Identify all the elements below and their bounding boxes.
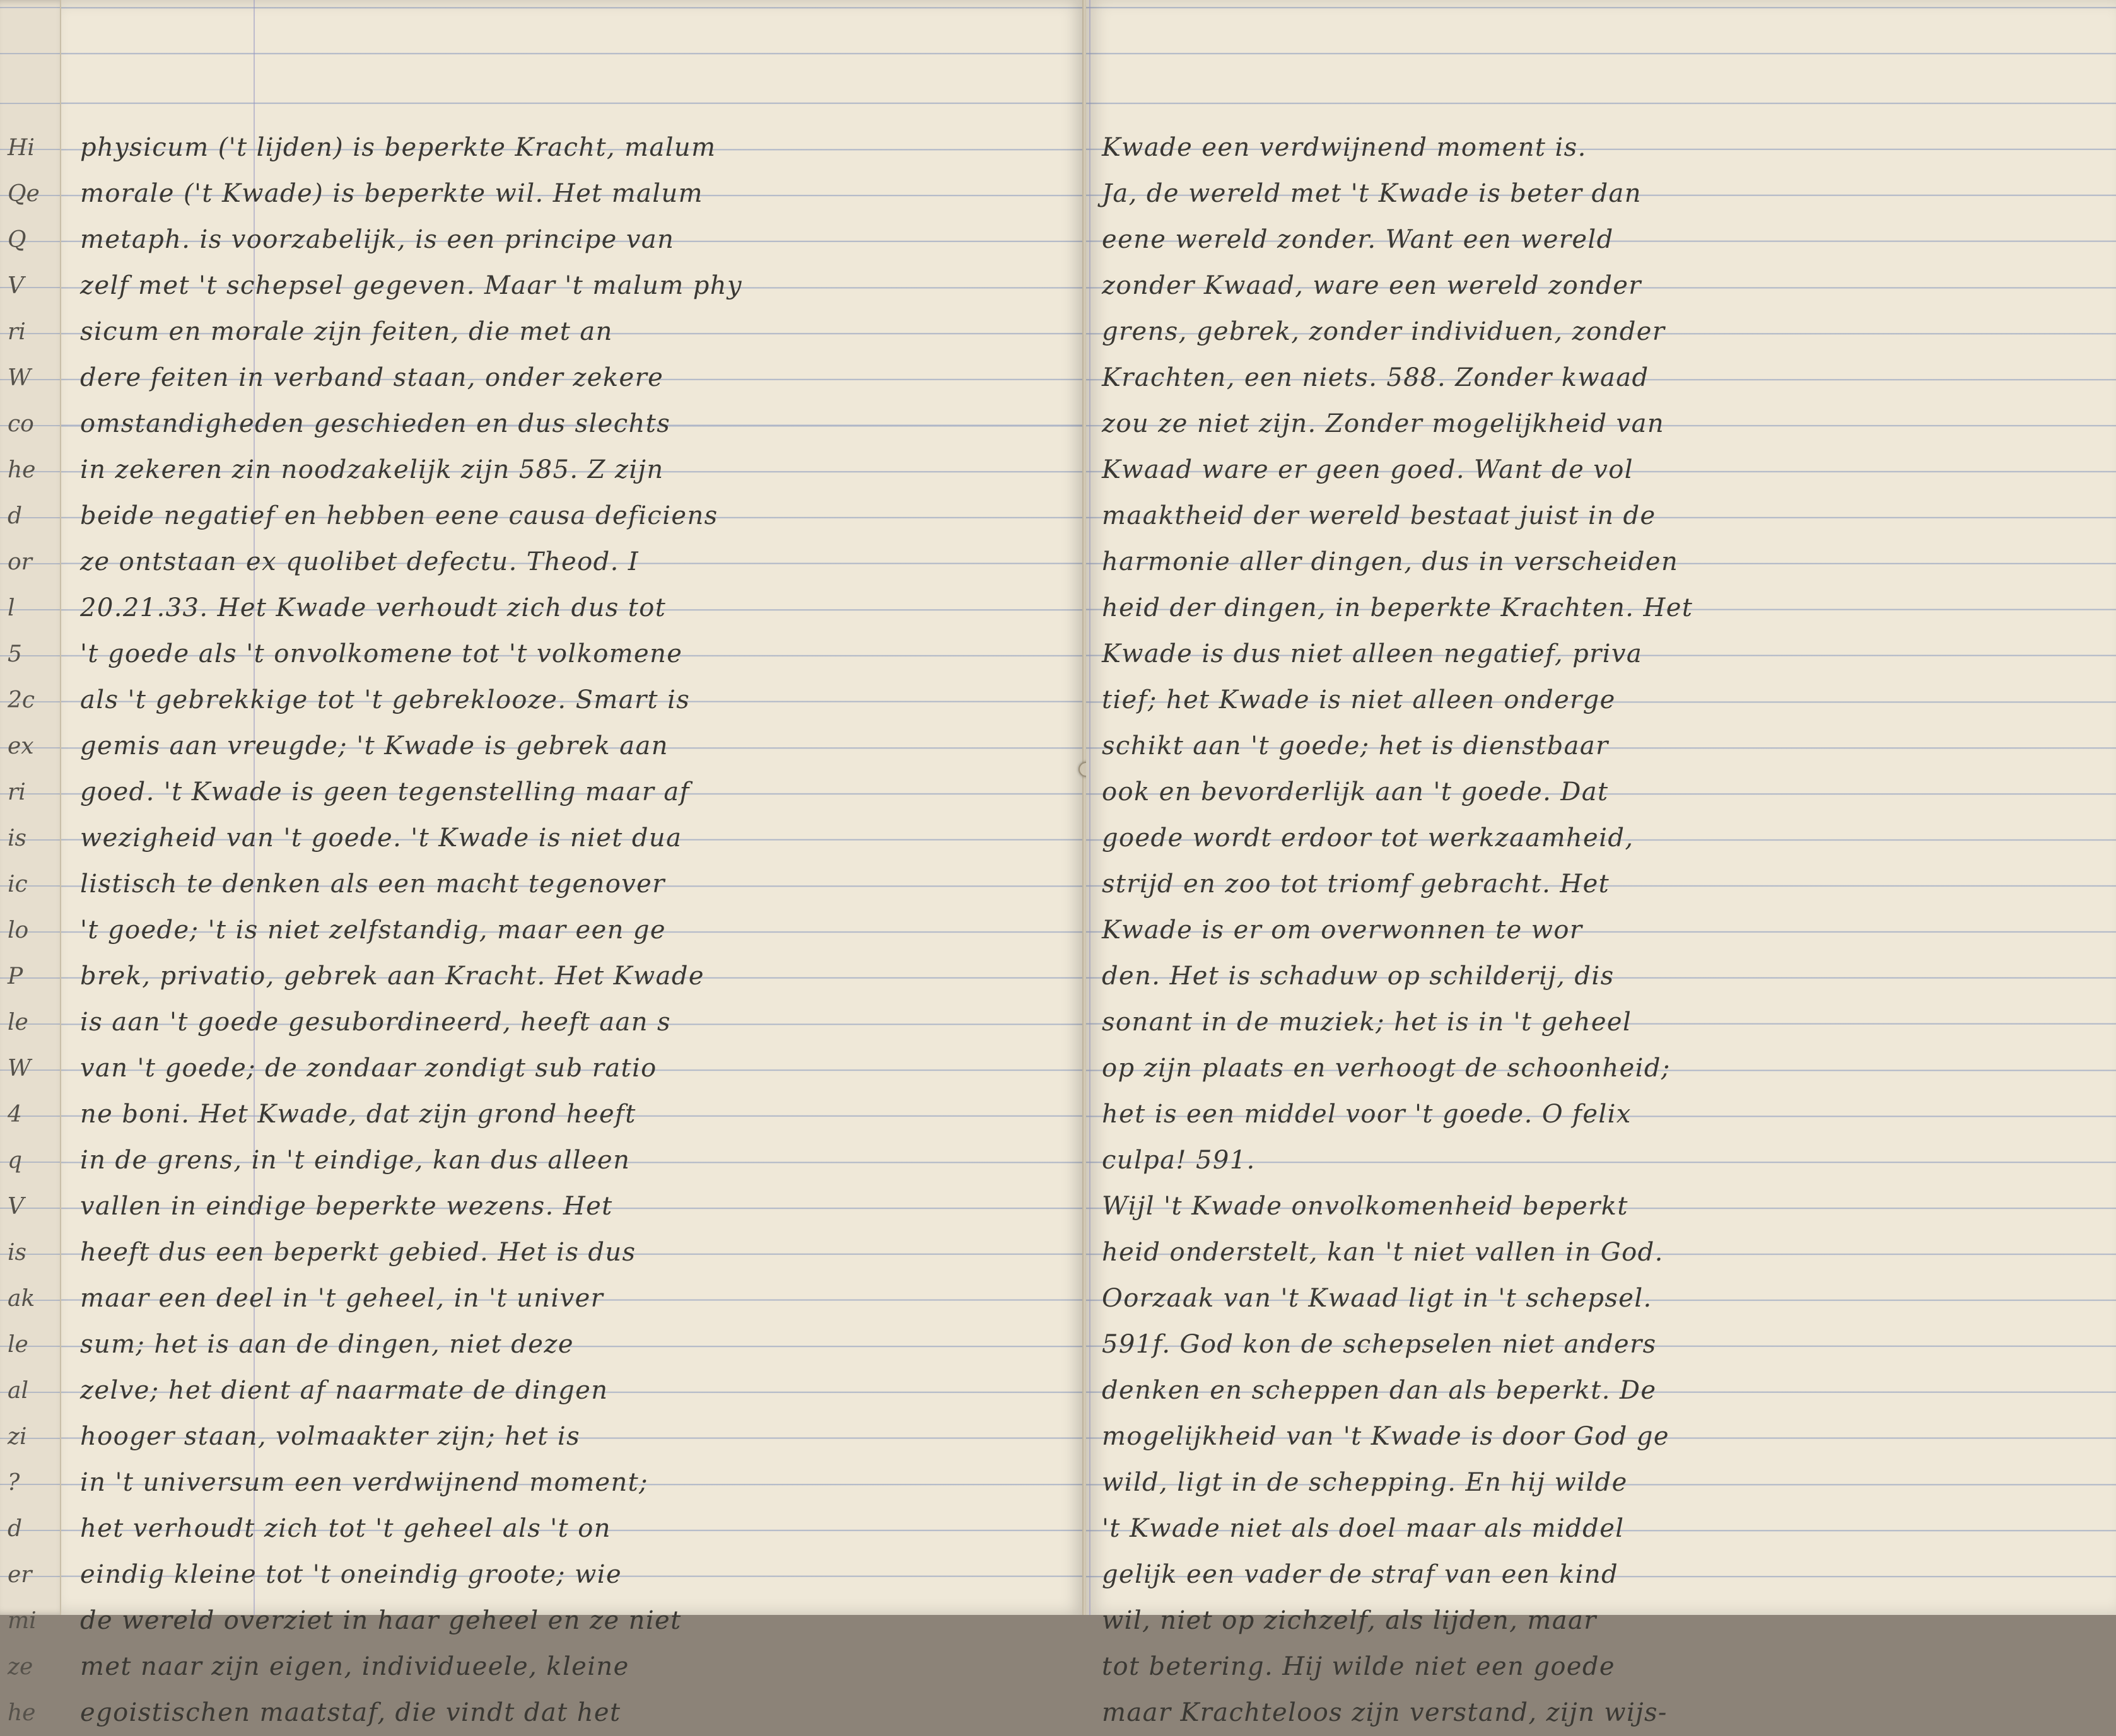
edge-fragment: is [8, 825, 26, 851]
manuscript-line: met naar zijn eigen, individueele, kleine [80, 1652, 629, 1681]
edge-fragment: le [8, 1332, 28, 1358]
manuscript-line: het is een middel voor 't goede. O felix [1102, 1100, 1632, 1129]
manuscript-line: ze ontstaan ex quolibet defectu. Theod. I [80, 547, 640, 576]
manuscript-line: in de grens, in 't eindige, kan dus alleen [80, 1146, 631, 1175]
edge-fragment: is [8, 1240, 26, 1266]
edge-fragment: W [8, 1056, 32, 1081]
manuscript-line: zelf met 't schepsel gegeven. Maar 't malum phy [80, 271, 742, 300]
edge-fragment: mi [8, 1608, 37, 1634]
edge-fragment: al [8, 1378, 28, 1404]
manuscript-line: de wereld overziet in haar geheel en ze niet [80, 1606, 682, 1635]
manuscript-line: maar een deel in 't geheel, in 't univer [80, 1284, 604, 1313]
manuscript-line: 20.21.33. Het Kwade verhoudt zich dus tot [80, 593, 667, 622]
edge-fragment: zi [8, 1424, 27, 1450]
manuscript-line: in zekeren zin noodzakelijk zijn 585. Z zijn [80, 455, 664, 484]
manuscript-line: 't goede als 't onvolkomene tot 't volkomene [80, 639, 683, 668]
edge-fragment: ak [8, 1286, 35, 1312]
manuscript-line: heid der dingen, in beperkte Krachten. Het [1102, 593, 1693, 622]
manuscript-line: culpa! 591. [1102, 1146, 1256, 1175]
manuscript-line: eene wereld zonder. Want een wereld [1102, 225, 1614, 254]
manuscript-line: wild, ligt in de schepping. En hij wilde [1102, 1468, 1628, 1497]
manuscript-line: denken en scheppen dan als beperkt. De [1102, 1376, 1657, 1405]
manuscript-line: het verhoudt zich tot 't geheel als 't on [80, 1514, 611, 1543]
manuscript-line: strijd en zoo tot triomf gebracht. Het [1102, 870, 1610, 899]
manuscript-line: tot betering. Hij wilde niet een goede [1102, 1652, 1615, 1681]
manuscript-line: Wijl 't Kwade onvolkomenheid beperkt [1102, 1192, 1628, 1221]
right-page [1086, 0, 2116, 1727]
manuscript-line: omstandigheden geschieden en dus slechts [80, 409, 671, 438]
edge-fragment: q [8, 1148, 23, 1174]
manuscript-line: is aan 't goede gesubordineerd, heeft aan s [80, 1008, 671, 1037]
edge-fragment: l [8, 595, 15, 621]
edge-fragment: he [8, 457, 36, 483]
manuscript-line: als 't gebrekkige tot 't gebreklooze. Smart is [80, 685, 691, 714]
manuscript-line: zelve; het dient af naarmate de dingen [80, 1376, 609, 1405]
manuscript-line: wil, niet op zichzelf, als lijden, maar [1102, 1606, 1597, 1635]
manuscript-line: gemis aan vreugde; 't Kwade is gebrek aan [80, 731, 669, 760]
edge-fragment: 2c [8, 687, 35, 713]
manuscript-line: beide negatief en hebben eene causa deficiens [80, 501, 718, 530]
manuscript-line: Oorzaak van 't Kwaad ligt in 't schepsel. [1102, 1284, 1652, 1313]
manuscript-line: grens, gebrek, zonder individuen, zonder [1102, 317, 1666, 346]
edge-fragment: le [8, 1010, 28, 1035]
manuscript-line: Ja, de wereld met 't Kwade is beter dan [1102, 179, 1642, 208]
manuscript-line: gelijk een vader de straf van een kind [1102, 1560, 1619, 1589]
edge-fragment: he [8, 1700, 36, 1726]
edge-fragment: or [8, 549, 32, 575]
manuscript-line: Kwaad ware er geen goed. Want de vol [1102, 455, 1634, 484]
edge-fragment: V [8, 273, 24, 299]
edge-fragment: W [8, 365, 32, 391]
manuscript-line: harmonie aller dingen, dus in verscheiden [1102, 547, 1679, 576]
right-page-text [1102, 125, 2035, 1736]
edge-fragment: ze [8, 1654, 33, 1680]
manuscript-line: den. Het is schaduw op schilderij, dis [1102, 962, 1615, 991]
manuscript-line: morale ('t Kwade) is beperkte wil. Het malum [80, 179, 703, 208]
edge-fragments [8, 125, 58, 1736]
manuscript-line: sum; het is aan de dingen, niet deze [80, 1330, 574, 1359]
edge-fragment: co [8, 411, 34, 437]
manuscript-line: Kwade is er om overwonnen te wor [1102, 916, 1583, 945]
manuscript-line: van 't goede; de zondaar zondigt sub ratio [80, 1054, 657, 1083]
manuscript-line: Kwade een verdwijnend moment is. [1102, 133, 1587, 162]
edge-fragment: ? [8, 1470, 20, 1496]
manuscript-line: 't Kwade niet als doel maar als middel [1102, 1514, 1625, 1543]
manuscript-line: ne boni. Het Kwade, dat zijn grond heeft [80, 1100, 636, 1129]
edge-fragment: P [8, 964, 23, 989]
edge-fragment: d [8, 1516, 23, 1542]
manuscript-line: heeft dus een beperkt gebied. Het is dus [80, 1238, 636, 1267]
edge-fragment: Qe [8, 181, 40, 207]
edge-fragment: 5 [8, 641, 22, 667]
manuscript-line: sonant in de muziek; het is in 't geheel [1102, 1008, 1632, 1037]
manuscript-line: maaktheid der wereld bestaat juist in de [1102, 501, 1656, 530]
edge-fragment: 4 [8, 1102, 22, 1127]
edge-fragment: ri [8, 779, 26, 805]
left-page-text [80, 125, 976, 1736]
manuscript-line: dere feiten in verband staan, onder zekere [80, 363, 664, 392]
edge-fragment: d [8, 503, 23, 529]
manuscript-line: 't goede; 't is niet zelfstandig, maar een ge [80, 916, 666, 945]
edge-fragment: ri [8, 319, 26, 345]
manuscript-line: maar Krachteloos zijn verstand, zijn wijs- [1102, 1698, 1668, 1727]
manuscript-line: zonder Kwaad, ware een wereld zonder [1102, 271, 1642, 300]
manuscript-line: sicum en morale zijn feiten, die met an [80, 317, 613, 346]
manuscript-line: brek, privatio, gebrek aan Kracht. Het Kwade [80, 962, 704, 991]
edge-fragment: ex [8, 733, 34, 759]
left-page [60, 0, 1086, 1727]
edge-fragment: Q [8, 227, 26, 253]
manuscript-line: in 't universum een verdwijnend moment; [80, 1468, 648, 1497]
manuscript-line: wezigheid van 't goede. 't Kwade is niet dua [80, 824, 682, 853]
underlying-page-edge [0, 0, 69, 1726]
manuscript-line: metaph. is voorzabelijk, is een principe van [80, 225, 675, 254]
manuscript-line: physicum ('t lijden) is beperkte Kracht, malum [80, 133, 716, 162]
margin-rule [1089, 0, 1090, 1615]
manuscript-line: eindig kleine tot 't oneindig groote; wie [80, 1560, 623, 1589]
manuscript-line: ook en bevorderlijk aan 't goede. Dat [1102, 778, 1609, 807]
edge-fragment: Hi [8, 135, 35, 161]
manuscript-line: tief; het Kwade is niet alleen onderge [1102, 685, 1616, 714]
manuscript-line: goed. 't Kwade is geen tegenstelling maar af [80, 778, 690, 807]
manuscript-line: egoistischen maatstaf, die vindt dat het [80, 1698, 621, 1727]
manuscript-line: hooger staan, volmaakter zijn; het is [80, 1422, 581, 1451]
manuscript-line: schikt aan 't goede; het is dienstbaar [1102, 731, 1609, 760]
manuscript-line: Kwade is dus niet alleen negatief, priva [1102, 639, 1643, 668]
manuscript-line: 591f. God kon de schepselen niet anders [1102, 1330, 1657, 1359]
manuscript-line: Krachten, een niets. 588. Zonder kwaad [1102, 363, 1649, 392]
manuscript-line: vallen in eindige beperkte wezens. Het [80, 1192, 613, 1221]
manuscript-line: listisch te denken als een macht tegenover [80, 870, 665, 899]
manuscript-line: goede wordt erdoor tot werkzaamheid, [1102, 824, 1634, 853]
edge-fragment: lo [8, 918, 29, 943]
manuscript-line: heid onderstelt, kan 't niet vallen in God. [1102, 1238, 1664, 1267]
manuscript-line: zou ze niet zijn. Zonder mogelijkheid van [1102, 409, 1664, 438]
edge-fragment: ic [8, 871, 28, 897]
edge-fragment: V [8, 1194, 24, 1220]
manuscript-line: mogelijkheid van 't Kwade is door God ge [1102, 1422, 1670, 1451]
manuscript-line: op zijn plaats en verhoogt de schoonheid; [1102, 1054, 1671, 1083]
edge-fragment: er [8, 1562, 32, 1588]
